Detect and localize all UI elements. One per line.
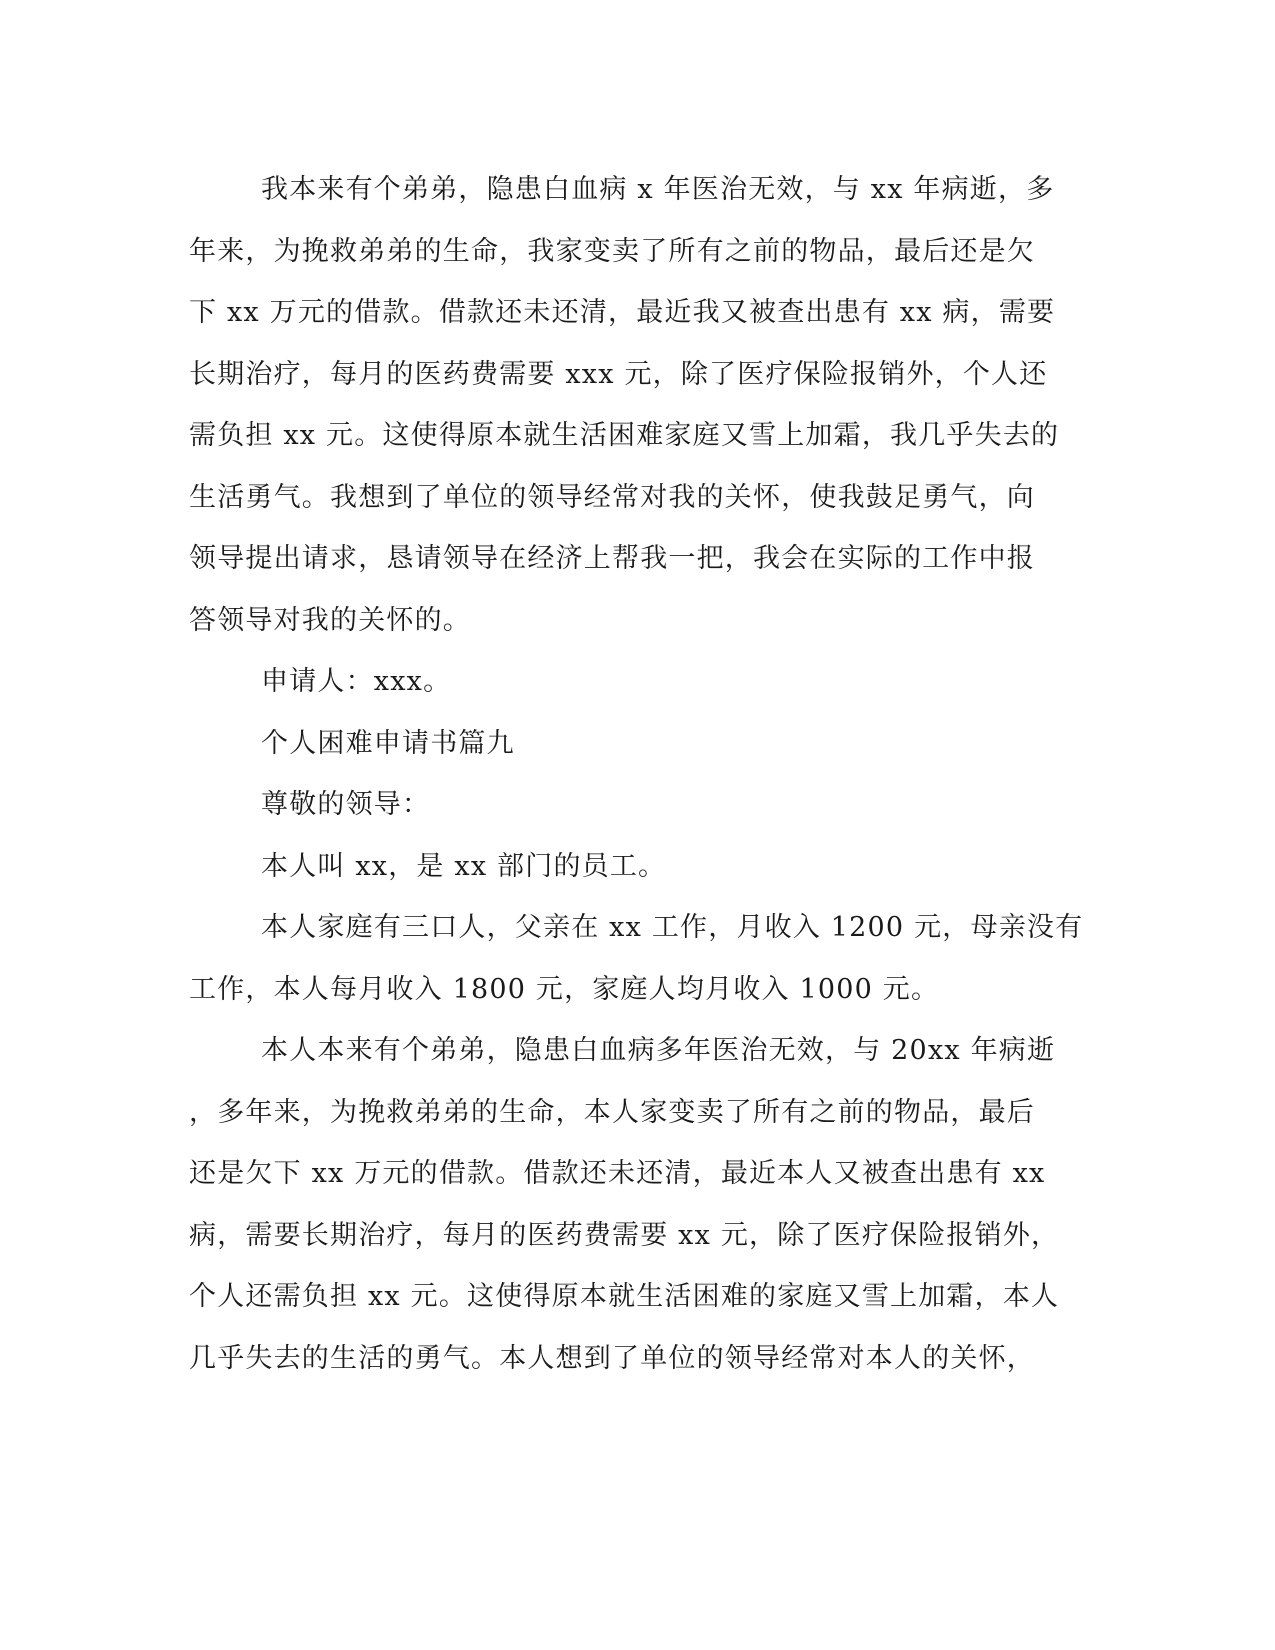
paragraph-line: 年来，为挽救弟弟的生命，我家变卖了所有之前的物品，最后还是欠 [189, 235, 1035, 267]
paragraph-line: 本人家庭有三口人，父亲在 xx 工作，月收入 1200 元，母亲没有 [261, 912, 1084, 943]
section-title: 个人困难申请书篇九 [261, 727, 515, 759]
paragraph-line: 几乎失去的生活的勇气。本人想到了单位的领导经常对本人的关怀， [189, 1342, 1035, 1374]
paragraph-line: 病，需要长期治疗，每月的医药费需要 xx 元，除了医疗保险报销外， [189, 1219, 1060, 1251]
applicant-signature: 申请人：xxx。 [261, 666, 452, 697]
paragraph-line: 需负担 xx 元。这使得原本就生活困难家庭又雪上加霜，我几乎失去的 [189, 420, 1060, 451]
paragraph-line: 下 xx 万元的借款。借款还未还清，最近我又被查出患有 xx 病，需要 [189, 297, 1056, 328]
document-body [189, 159, 1084, 1389]
paragraph-line: 工作，本人每月收入 1800 元，家庭人均月收入 1000 元。 [189, 973, 940, 1005]
paragraph-line: 个人还需负担 xx 元。这使得原本就生活困难的家庭又雪上加霜，本人 [189, 1281, 1060, 1312]
paragraph-line: 生活勇气。我想到了单位的领导经常对我的关怀，使我鼓足勇气，向 [189, 481, 1035, 513]
paragraph-line: 本人本来有个弟弟，隐患白血病多年医治无效，与 20xx 年病逝 [261, 1035, 1056, 1066]
paragraph-line: 本人叫 xx，是 xx 部门的员工。 [261, 850, 667, 882]
paragraph-line: 答领导对我的关怀的。 [189, 604, 471, 636]
paragraph-line: 还是欠下 xx 万元的借款。借款还未还清，最近本人又被查出患有 xx [189, 1158, 1046, 1189]
paragraph-line: 长期治疗，每月的医药费需要 xxx 元，除了医疗保险报销外，个人还 [189, 358, 1048, 390]
salutation: 尊敬的领导： [261, 789, 431, 820]
paragraph-line: 领导提出请求，恳请领导在经济上帮我一把，我会在实际的工作中报 [189, 543, 1035, 574]
paragraph-line: ，多年来，为挽救弟弟的生命，本人家变卖了所有之前的物品，最后 [189, 1096, 1035, 1128]
paragraph-line: 我本来有个弟弟，隐患白血病 x 年医治无效，与 xx 年病逝，多 [261, 174, 1055, 205]
